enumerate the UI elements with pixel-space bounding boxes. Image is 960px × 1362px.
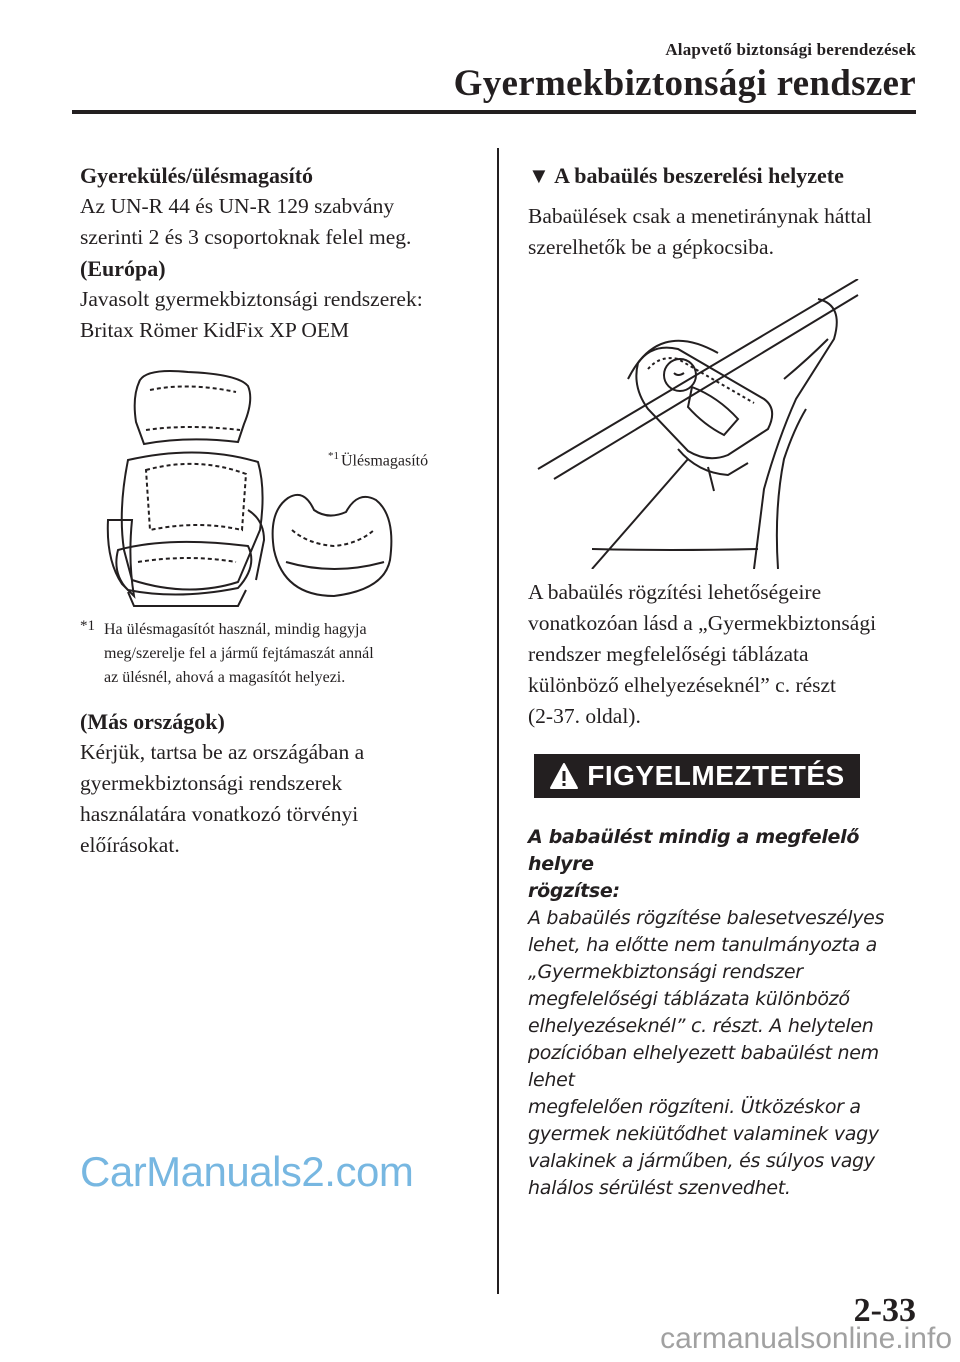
europe-line-2: Britax Römer KidFix XP OEM <box>80 318 350 342</box>
other-line-1: Kérjük, tartsa be az országában a <box>80 740 365 764</box>
ref-line-2: vonatkozóan lásd a „Gyermekbiztonsági <box>528 611 877 635</box>
warning-text <box>528 824 918 1202</box>
other-line-2: gyermekbiztonsági rendszerek <box>80 771 343 795</box>
intro-line-2: szerinti 2 és 3 csoportoknak felel meg. <box>80 225 412 249</box>
europe-line-1: Javasolt gyermekbiztonsági rendszerek: <box>80 287 423 311</box>
intro-line-1: Az UN-R 44 és UN-R 129 szabvány <box>80 194 395 218</box>
warning-body-line-1: A babaülés rögzítése balesetveszélyes <box>528 907 885 929</box>
baby-seat-drawing <box>528 279 918 569</box>
footnote-mark: *1 <box>80 618 95 634</box>
booster-seat-illustration <box>88 370 468 610</box>
column-divider <box>497 148 499 1294</box>
warning-triangle-icon <box>549 762 579 790</box>
footnote-line-2: meg/szerelje fel a jármű fejtámaszát annál <box>104 645 374 662</box>
warning-body-line-4: megfelelőségi táblázata különböző <box>528 988 850 1010</box>
footnote-line-1: Ha ülésmagasítót használ, mindig hagyja <box>104 621 367 638</box>
baby-seat-illustration <box>528 279 918 569</box>
baby-intro-line-1: Babaülések csak a menetiránynak háttal <box>528 204 872 228</box>
booster-callout <box>328 450 428 470</box>
booster-footnote <box>80 618 480 690</box>
footnote-line-3: az ülésnél, ahová a magasítót helyezi. <box>104 669 346 686</box>
page-number: 2-33 <box>853 1292 916 1329</box>
baby-seat-heading <box>528 160 918 191</box>
warning-body-line-9: valakinek a járműben, és súlyos vagy <box>528 1150 875 1172</box>
baby-intro-line-2: szerelhetők be a gépkocsiba. <box>528 235 774 259</box>
ref-line-4: különböző elhelyezéseknél” c. részt <box>528 673 837 697</box>
page-title: Gyermekbiztonsági rendszer <box>453 63 916 104</box>
warning-body-line-8: gyermek nekiütődhet valaminek vagy <box>528 1123 879 1145</box>
ref-line-1: A babaülés rögzítési lehetőségeire <box>528 580 822 604</box>
header-section-label: Alapvető biztonsági berendezések <box>665 40 916 59</box>
ref-line-5: (2-37. oldal). <box>528 704 641 728</box>
warning-bold-line-2: rögzítse: <box>528 880 620 902</box>
baby-seat-heading-text: A babaülés beszerelési helyzete <box>554 163 844 188</box>
booster-seat-drawing <box>88 370 468 610</box>
other-line-4: előírásokat. <box>80 833 180 857</box>
warning-body-line-5: elhelyezéseknél” c. részt. A helytelen <box>528 1015 874 1037</box>
left-column <box>80 160 480 861</box>
europe-heading: (Európa) <box>80 256 166 281</box>
watermark: CarManuals2.com <box>80 1148 414 1195</box>
triangle-down-icon: ▼ <box>528 163 550 188</box>
source-watermark: carmanualsonline.info <box>660 1322 952 1355</box>
callout-mark: *1 <box>328 450 339 462</box>
warning-body-line-6: pozícióban elhelyezett babaülést nem lehet <box>528 1042 879 1091</box>
warning-bold-line-1: A babaülést mindig a megfelelő helyre <box>528 826 860 875</box>
right-column <box>528 160 918 1202</box>
warning-body-line-2: lehet, ha előtte nem tanulmányozta a <box>528 934 877 956</box>
callout-label: Ülésmagasító <box>341 452 429 470</box>
booster-heading: Gyerekülés/ülésmagasító <box>80 163 314 188</box>
warning-body-line-10: halálos sérülést szenvedhet. <box>528 1177 791 1199</box>
warning-body-line-3: „Gyermekbiztonsági rendszer <box>528 961 803 983</box>
warning-label: FIGYELMEZTETÉS <box>587 760 845 791</box>
other-countries-heading: (Más országok) <box>80 709 225 734</box>
other-line-3: használatára vonatkozó törvényi <box>80 802 359 826</box>
warning-body-line-7: megfelelően rögzíteni. Ütközéskor a <box>528 1096 861 1118</box>
warning-banner <box>534 754 860 798</box>
header-divider <box>72 110 916 114</box>
ref-line-3: rendszer megfelelőségi táblázata <box>528 642 809 666</box>
